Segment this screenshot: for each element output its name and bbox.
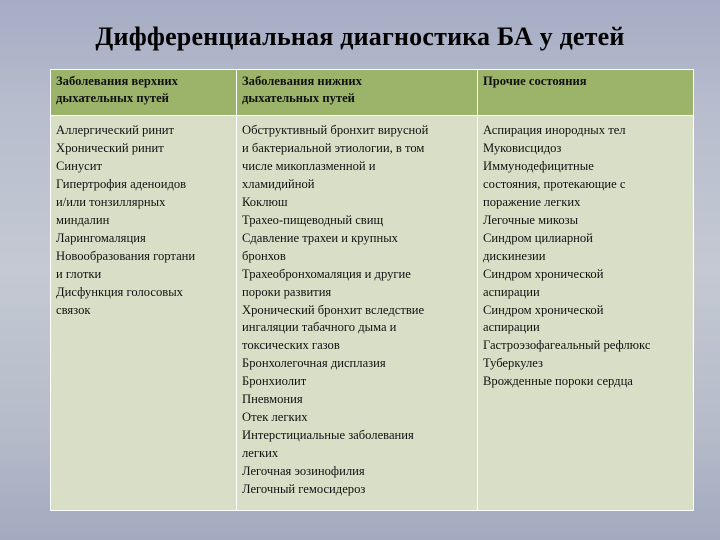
list-item: аспирации xyxy=(483,284,540,299)
list-item: Дисфункция голосовых xyxy=(56,284,183,299)
differential-diagnosis-table xyxy=(50,69,694,511)
header-lower-respiratory xyxy=(237,70,478,116)
column-upper-respiratory xyxy=(51,116,237,511)
list-item: Ларингомаляция xyxy=(56,230,146,245)
list-item: Бронхолегочная дисплазия xyxy=(242,356,386,371)
list-item: хламидийной xyxy=(242,176,315,191)
header-other-conditions xyxy=(478,70,694,116)
list-item: связок xyxy=(56,302,91,317)
column-other-conditions xyxy=(478,116,694,511)
list-item: Хронический бронхит вследствие xyxy=(242,302,425,317)
list-item: Иммунодефицитные xyxy=(483,158,594,173)
list-item: Синдром хронической xyxy=(483,266,604,281)
header-line: дыхательных путей xyxy=(242,91,355,105)
list-item: Гастроэзофагеальный рефлюкс xyxy=(483,338,651,353)
header-line: Заболевания нижних xyxy=(242,74,362,88)
list-item: дискинезии xyxy=(483,248,546,263)
list-item: Легочная эозинофилия xyxy=(242,464,365,479)
list-item: миндалин xyxy=(56,212,110,227)
list-item: легких xyxy=(242,446,279,461)
list-item: числе микоплазменной и xyxy=(242,158,376,173)
list-item: Трахео-пищеводный свищ xyxy=(242,212,384,227)
list-item: Обструктивный бронхит вирусной xyxy=(242,123,429,137)
list-item: и бактериальной этиологии, в том xyxy=(242,140,425,155)
list-item: токсических газов xyxy=(242,338,340,353)
list-item: Гипертрофия аденоидов xyxy=(56,176,187,191)
list-item: Туберкулез xyxy=(483,356,544,371)
list-item: поражение легких xyxy=(483,194,581,209)
list-item: Коклюш xyxy=(242,194,288,209)
table-header-row xyxy=(51,70,694,116)
table-body-row xyxy=(51,116,694,511)
header-line: Заболевания верхних xyxy=(56,74,178,88)
list-item: Аллергический ринит xyxy=(56,123,175,137)
list-item: Бронхиолит xyxy=(242,374,307,389)
list-item: Интерстициальные заболевания xyxy=(242,428,414,443)
list-item: ингаляции табачного дыма и xyxy=(242,320,397,335)
list-item: Новообразования гортани xyxy=(56,248,196,263)
list-item: аспирации xyxy=(483,320,540,335)
list-item: Синдром хронической xyxy=(483,302,604,317)
header-line: Прочие состояния xyxy=(483,74,587,88)
list-item: Хронический ринит xyxy=(56,140,164,155)
list-item: Сдавление трахеи и крупных xyxy=(242,230,398,245)
list-item: Трахеобронхомаляция и другие xyxy=(242,266,411,281)
list-item: Легочный гемосидероз xyxy=(242,482,366,497)
list-item: и/или тонзиллярных xyxy=(56,194,166,209)
list-item: пороки развития xyxy=(242,284,332,299)
list-item: Пневмония xyxy=(242,392,303,407)
list-item: Врожденные пороки сердца xyxy=(483,374,633,389)
slide-title: Дифференциальная диагностика БА у детей xyxy=(95,22,625,51)
list-item: Синусит xyxy=(56,158,103,173)
list-item: и глотки xyxy=(56,266,102,281)
list-item: Легочные микозы xyxy=(483,212,579,227)
list-item: Синдром цилиарной xyxy=(483,230,593,245)
header-upper-respiratory xyxy=(51,70,237,116)
list-item: Отек легких xyxy=(242,410,308,425)
list-item: бронхов xyxy=(242,248,286,263)
list-item: Аспирация инородных тел xyxy=(483,123,626,137)
column-lower-respiratory xyxy=(237,116,478,511)
header-line: дыхательных путей xyxy=(56,91,169,105)
list-item: Муковисцидоз xyxy=(483,140,562,155)
list-item: состояния, протекающие с xyxy=(483,176,626,191)
